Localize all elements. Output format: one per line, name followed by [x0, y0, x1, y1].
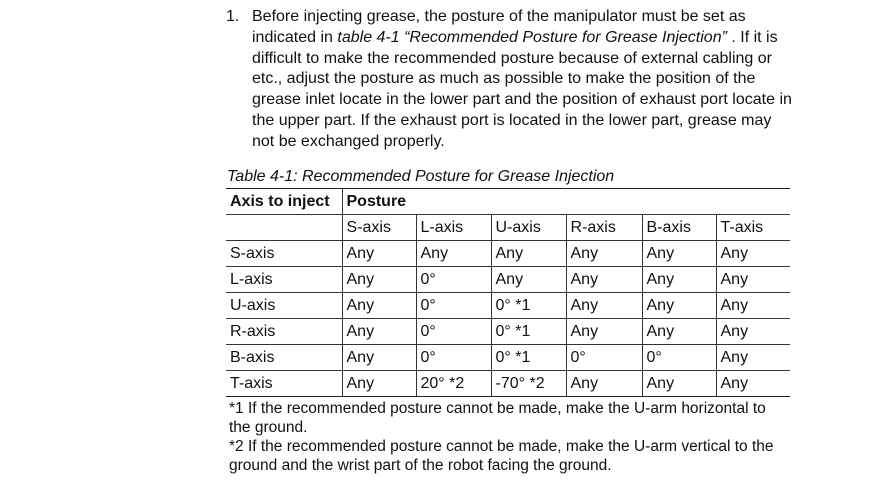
table-cell: Any: [716, 267, 790, 293]
table-row: [226, 371, 790, 397]
table-cell: 0°: [416, 267, 491, 293]
column-header: B-axis: [642, 215, 716, 241]
column-header: U-axis: [491, 215, 566, 241]
table-cell: Any: [342, 319, 416, 345]
table-row: [226, 345, 790, 371]
column-header-row: [226, 215, 790, 241]
table-notes: [229, 399, 789, 475]
table-cell: Any: [342, 267, 416, 293]
table-cell: Any: [716, 293, 790, 319]
header-axis-to-inject: Axis to inject: [226, 189, 342, 215]
table-cell: Any: [566, 267, 642, 293]
table-caption: Table 4-1: Recommended Posture for Grease Injection: [227, 168, 615, 185]
table-cell: Any: [491, 267, 566, 293]
row-axis-label: B-axis: [226, 345, 342, 371]
table-cell: Any: [642, 371, 716, 397]
table-header-row: [226, 189, 790, 215]
row-axis-label: L-axis: [226, 267, 342, 293]
table-cell: Any: [342, 241, 416, 267]
table-cell: Any: [716, 241, 790, 267]
step-text-after: . If it is difficult to make the recommended posture because of external cabling or etc., adjust the posture as much as possible to make the position of the grease inlet locate in the lower part and the position of exhaust port locate in the upper part. If the exhaust port is located in the lower part, grease may not be exchanged properly.: [252, 28, 792, 150]
table-cell: 0°: [416, 293, 491, 319]
column-header: T-axis: [716, 215, 790, 241]
footnote-2: *2 If the recommended posture cannot be made, make the U-arm vertical to the ground and the wrist part of the robot facing the ground.: [229, 438, 774, 474]
header-blank: [226, 215, 342, 241]
table-cell: Any: [642, 267, 716, 293]
column-header: R-axis: [566, 215, 642, 241]
table-cell: Any: [716, 371, 790, 397]
header-posture: Posture: [342, 189, 790, 215]
column-header: L-axis: [416, 215, 491, 241]
table-cell: 0°: [566, 345, 642, 371]
table-cell: Any: [642, 293, 716, 319]
row-axis-label: S-axis: [226, 241, 342, 267]
table-cell: Any: [566, 241, 642, 267]
table-cell: 20° *2: [416, 371, 491, 397]
table-row: [226, 319, 790, 345]
step-text-before: Before injecting grease, the posture of the manipulator must be set as indicated in: [252, 8, 746, 46]
table-cell: Any: [342, 293, 416, 319]
step-number: 1.: [226, 8, 240, 25]
grease-posture-table: [226, 188, 790, 397]
table-cell: -70° *2: [491, 371, 566, 397]
step-text: [252, 7, 796, 153]
table-cell: Any: [642, 241, 716, 267]
table-cell: Any: [566, 293, 642, 319]
table-cell: Any: [416, 241, 491, 267]
table-cell: 0°: [416, 345, 491, 371]
footnote-1: *1 If the recommended posture cannot be made, make the U-arm horizontal to the ground.: [229, 400, 766, 436]
table-cell: Any: [566, 371, 642, 397]
table-cell: 0°: [416, 319, 491, 345]
table-row: [226, 241, 790, 267]
table-cell: Any: [342, 371, 416, 397]
column-header: S-axis: [342, 215, 416, 241]
row-axis-label: R-axis: [226, 319, 342, 345]
table-row: [226, 267, 790, 293]
table-cell: 0° *1: [491, 293, 566, 319]
table-cell: Any: [566, 319, 642, 345]
table-cell: Any: [342, 345, 416, 371]
table-cell: 0°: [642, 345, 716, 371]
table-cell: Any: [716, 345, 790, 371]
table-cell: 0° *1: [491, 319, 566, 345]
table-cell: 0° *1: [491, 345, 566, 371]
row-axis-label: U-axis: [226, 293, 342, 319]
table-cell: Any: [642, 319, 716, 345]
row-axis-label: T-axis: [226, 371, 342, 397]
table-cell: Any: [491, 241, 566, 267]
table-row: [226, 293, 790, 319]
table-cell: Any: [716, 319, 790, 345]
table-reference: table 4-1 “Recommended Posture for Grease Injection”: [337, 28, 727, 46]
